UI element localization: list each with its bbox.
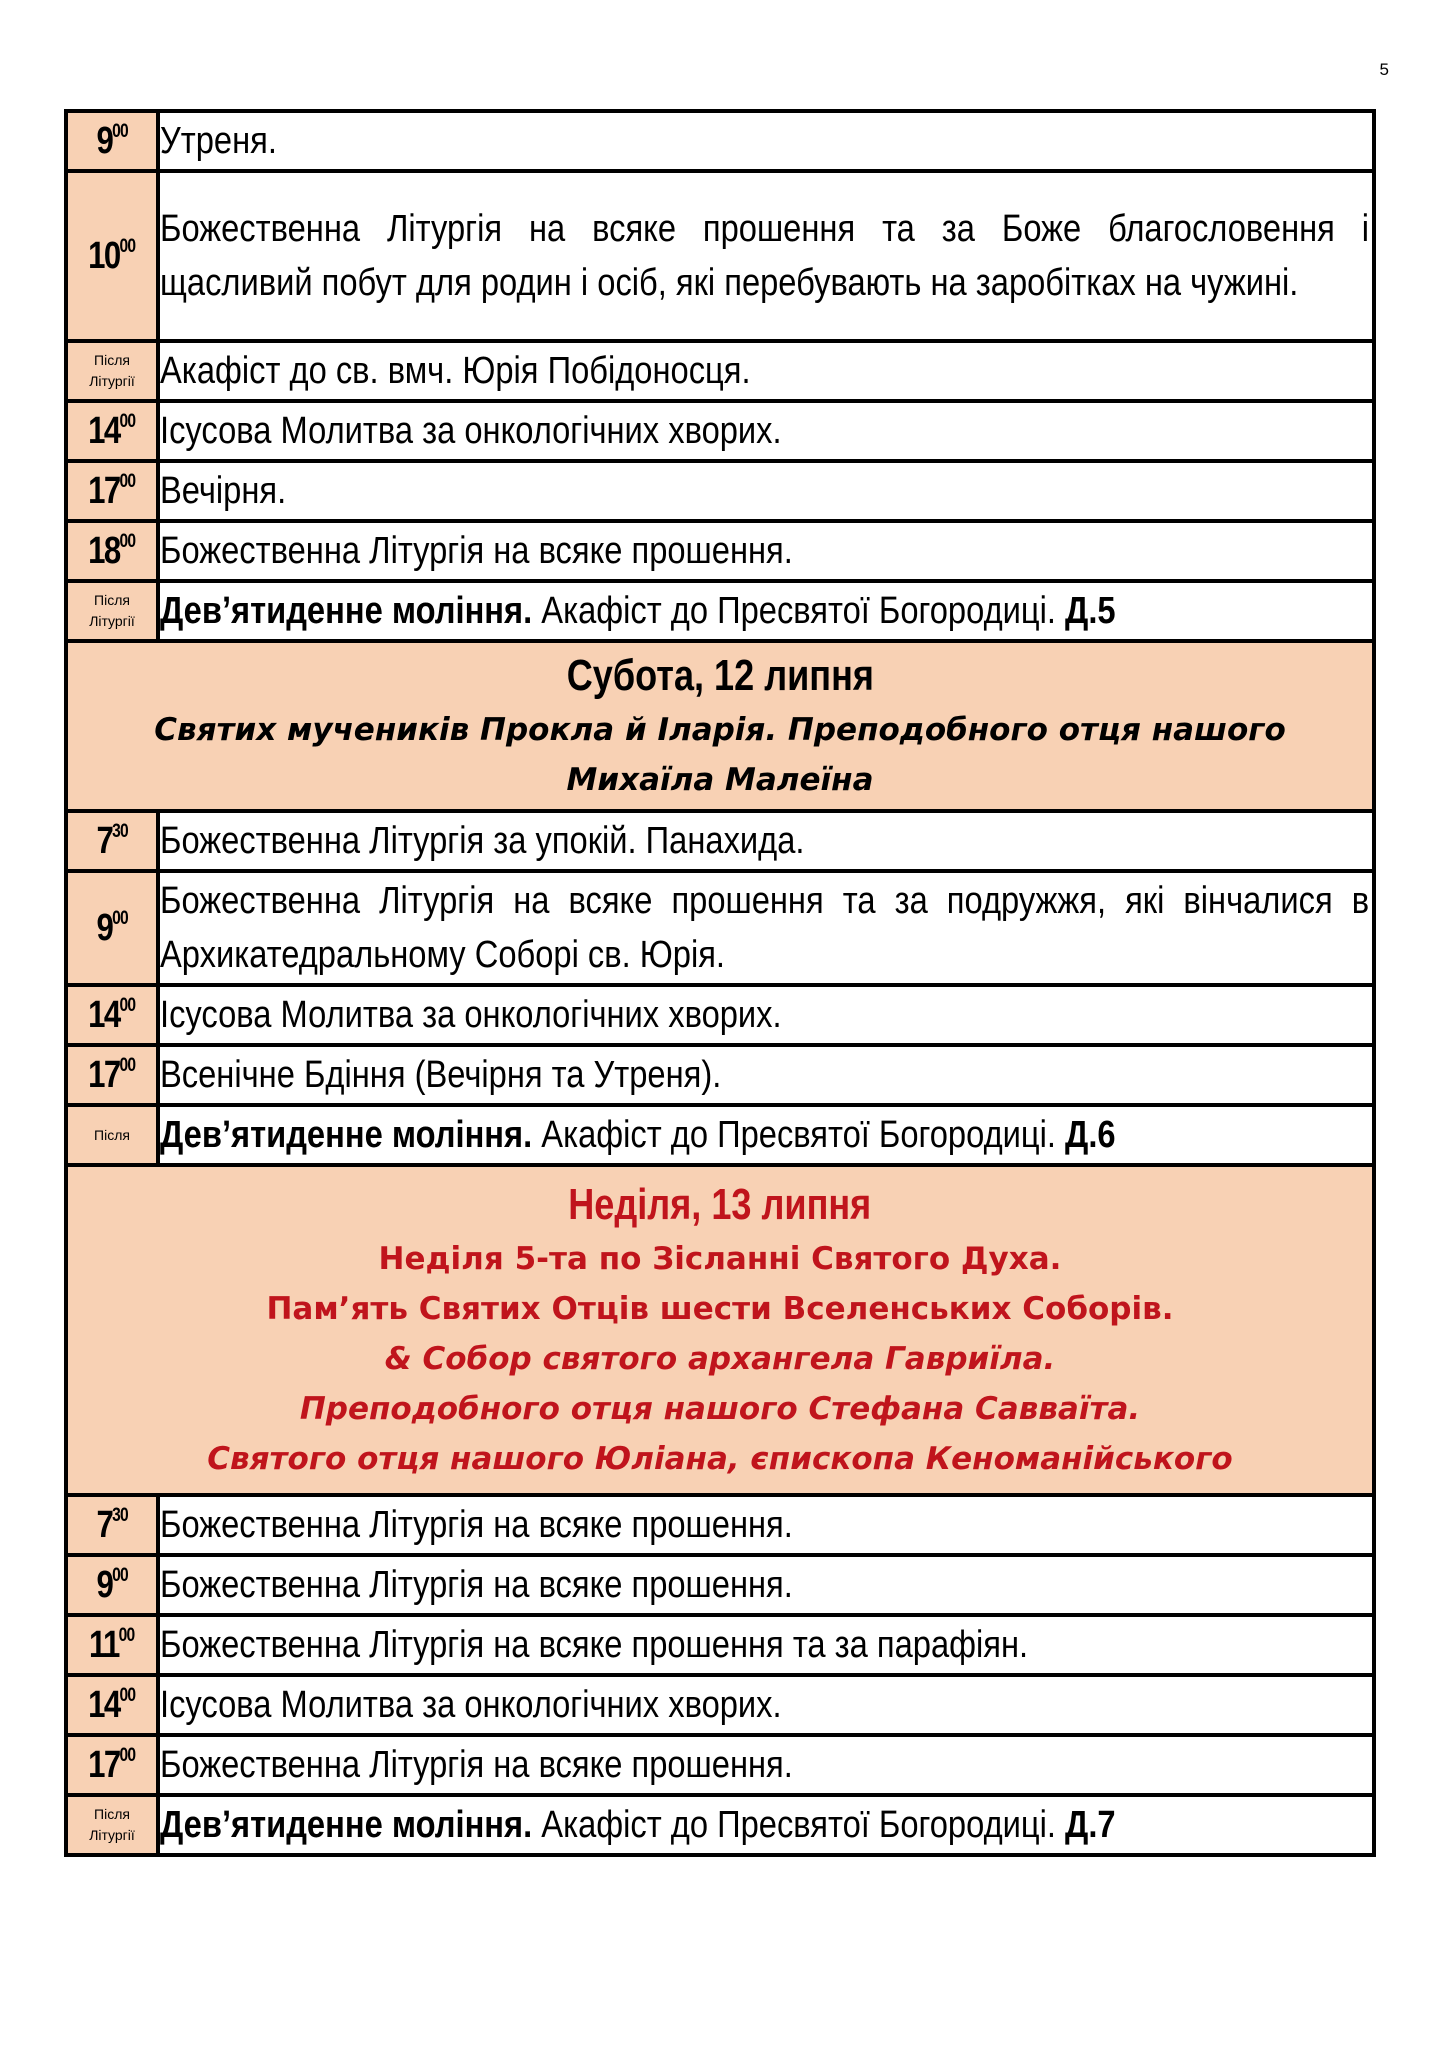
time-cell: $17^{00}$ <box>66 461 158 521</box>
table-row <box>66 871 1374 985</box>
service-cell: Божественна Літургія на всяке прошення та за подружжя, які вінчалися в Архикатедральному Соборі св. Юрія. <box>158 871 1374 985</box>
table-row <box>66 341 1374 401</box>
day-header-saturday <box>66 641 1374 811</box>
feast-symbol: & <box>384 1341 412 1377</box>
time-cell: $9^{00}$ <box>66 111 158 171</box>
table-row <box>66 811 1374 871</box>
service-cell: Божественна Літургія на всяке прошення та за парафіян. <box>158 1615 1374 1675</box>
service-cell: Божественна Літургія на всяке прошення. <box>158 1735 1374 1795</box>
table-row <box>66 1735 1374 1795</box>
time-cell: $11^{00}$ <box>66 1615 158 1675</box>
table-row <box>66 1495 1374 1555</box>
service-cell: Божественна Літургія на всяке прошення та за Боже благословення і щасливий побут для родин і осіб, які перебувають на заробітках на чужині. <box>158 171 1374 341</box>
service-cell: Всенічне Бдіння (Вечірня та Утреня). <box>158 1045 1374 1105</box>
time-cell: $18^{00}$ <box>66 521 158 581</box>
time-cell: $14^{00}$ <box>66 1675 158 1735</box>
time-cell: Після Літургії <box>66 1795 158 1855</box>
feast-line: Преподобного отця нашого Стефана Савваїта. <box>299 1391 1141 1427</box>
time-cell: $10^{00}$ <box>66 171 158 341</box>
time-cell: Після <box>66 1105 158 1165</box>
service-cell: Дев’ятиденне моління. Акафіст до Пресвятої Богородиці. Д.5 <box>158 581 1374 641</box>
time-cell: $17^{00}$ <box>66 1735 158 1795</box>
table-row <box>66 985 1374 1045</box>
time-cell: $14^{00}$ <box>66 985 158 1045</box>
service-cell: Дев’ятиденне моління. Акафіст до Пресвятої Богородиці. Д.6 <box>158 1105 1374 1165</box>
time-cell: Після Літургії <box>66 341 158 401</box>
table-row <box>66 111 1374 171</box>
feast-line: Святих мучеників Прокла й Іларія. Преподобного отця нашого <box>154 712 1286 748</box>
table-row <box>66 1555 1374 1615</box>
service-cell: Вечірня. <box>158 461 1374 521</box>
table-row <box>66 171 1374 341</box>
time-cell: $7^{30}$ <box>66 1495 158 1555</box>
day-title: Субота, 12 липня <box>566 651 874 700</box>
service-cell: Ісусова Молитва за онкологічних хворих. <box>158 1675 1374 1735</box>
service-cell: Ісусова Молитва за онкологічних хворих. <box>158 401 1374 461</box>
day-header-sunday <box>66 1165 1374 1495</box>
table-row <box>66 1615 1374 1675</box>
feast-line: & Собор святого архангела Гавриїла. <box>384 1341 1056 1377</box>
table-row <box>66 401 1374 461</box>
table-row <box>66 1045 1374 1105</box>
service-cell: Божественна Літургія за упокій. Панахида. <box>158 811 1374 871</box>
service-cell: Утреня. <box>158 111 1374 171</box>
feast-line: Михаїла Малеїна <box>566 762 874 798</box>
service-cell: Божественна Літургія на всяке прошення. <box>158 1495 1374 1555</box>
time-cell: Після Літургії <box>66 581 158 641</box>
feast-line: Пам’ять Святих Отців шести Вселенських Соборів. <box>266 1291 1174 1327</box>
day-title: Неділя, 13 липня <box>568 1180 872 1229</box>
time-cell: $9^{00}$ <box>66 1555 158 1615</box>
service-cell: Божественна Літургія на всяке прошення. <box>158 1555 1374 1615</box>
time-cell: $17^{00}$ <box>66 1045 158 1105</box>
service-cell: Дев’ятиденне моління. Акафіст до Пресвятої Богородиці. Д.7 <box>158 1795 1374 1855</box>
service-cell: Акафіст до св. вмч. Юрія Побідоносця. <box>158 341 1374 401</box>
table-row <box>66 1795 1374 1855</box>
table-row <box>66 581 1374 641</box>
table-row <box>66 461 1374 521</box>
feast-line: Неділя 5-та по Зісланні Святого Духа. <box>378 1241 1062 1277</box>
schedule-table <box>64 109 1376 1857</box>
service-cell: Божественна Літургія на всяке прошення. <box>158 521 1374 581</box>
table-row <box>66 1675 1374 1735</box>
page-number: 5 <box>1379 60 1389 79</box>
time-cell: $14^{00}$ <box>66 401 158 461</box>
time-cell: $9^{00}$ <box>66 871 158 985</box>
feast-line: Святого отця нашого Юліана, єпископа Кеноманійського <box>207 1441 1233 1477</box>
time-cell: $7^{30}$ <box>66 811 158 871</box>
service-cell: Ісусова Молитва за онкологічних хворих. <box>158 985 1374 1045</box>
table-row <box>66 1105 1374 1165</box>
table-row <box>66 521 1374 581</box>
